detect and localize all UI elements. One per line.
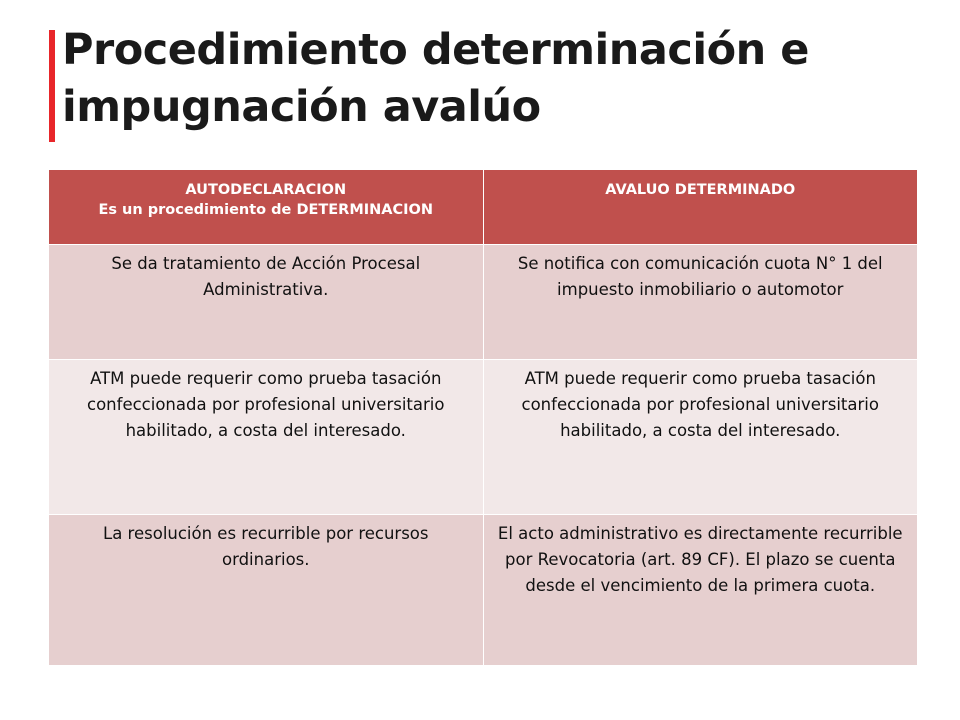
row3-left-cell: La resolución es recurrible por recursos ordinarios. [49, 515, 484, 666]
title-line-1: Procedimiento determinación e [62, 25, 809, 75]
header-left-line1: AUTODECLARACION [185, 182, 347, 198]
header-avaluo-determinado [483, 170, 918, 245]
header-right-line1: AVALUO DETERMINADO [605, 182, 796, 198]
table-header-row [49, 170, 918, 245]
title-accent-bar [49, 30, 55, 142]
row2-left-cell: ATM puede requerir como prueba tasación confeccionada por profesional universitario habilitado, a costa del interesado. [49, 360, 484, 515]
row3-right-cell: El acto administrativo es directamente recurrible por Revocatoria (art. 89 CF). El plazo se cuenta desde el vencimiento de la primera cuota. [483, 515, 918, 666]
slide-title [62, 22, 942, 136]
table-row [49, 515, 918, 666]
table-row [49, 360, 918, 515]
comparison-table [48, 169, 918, 666]
row1-right-cell: Se notifica con comunicación cuota N° 1 del impuesto inmobiliario o automotor [483, 245, 918, 360]
title-line-2: impugnación avalúo [62, 82, 541, 132]
header-left-line2: Es un procedimiento de DETERMINACION [98, 202, 434, 218]
header-autodeclaracion [49, 170, 484, 245]
table-row [49, 245, 918, 360]
row1-left-cell: Se da tratamiento de Acción Procesal Administrativa. [49, 245, 484, 360]
row2-right-cell: ATM puede requerir como prueba tasación confeccionada por profesional universitario habilitado, a costa del interesado. [483, 360, 918, 515]
